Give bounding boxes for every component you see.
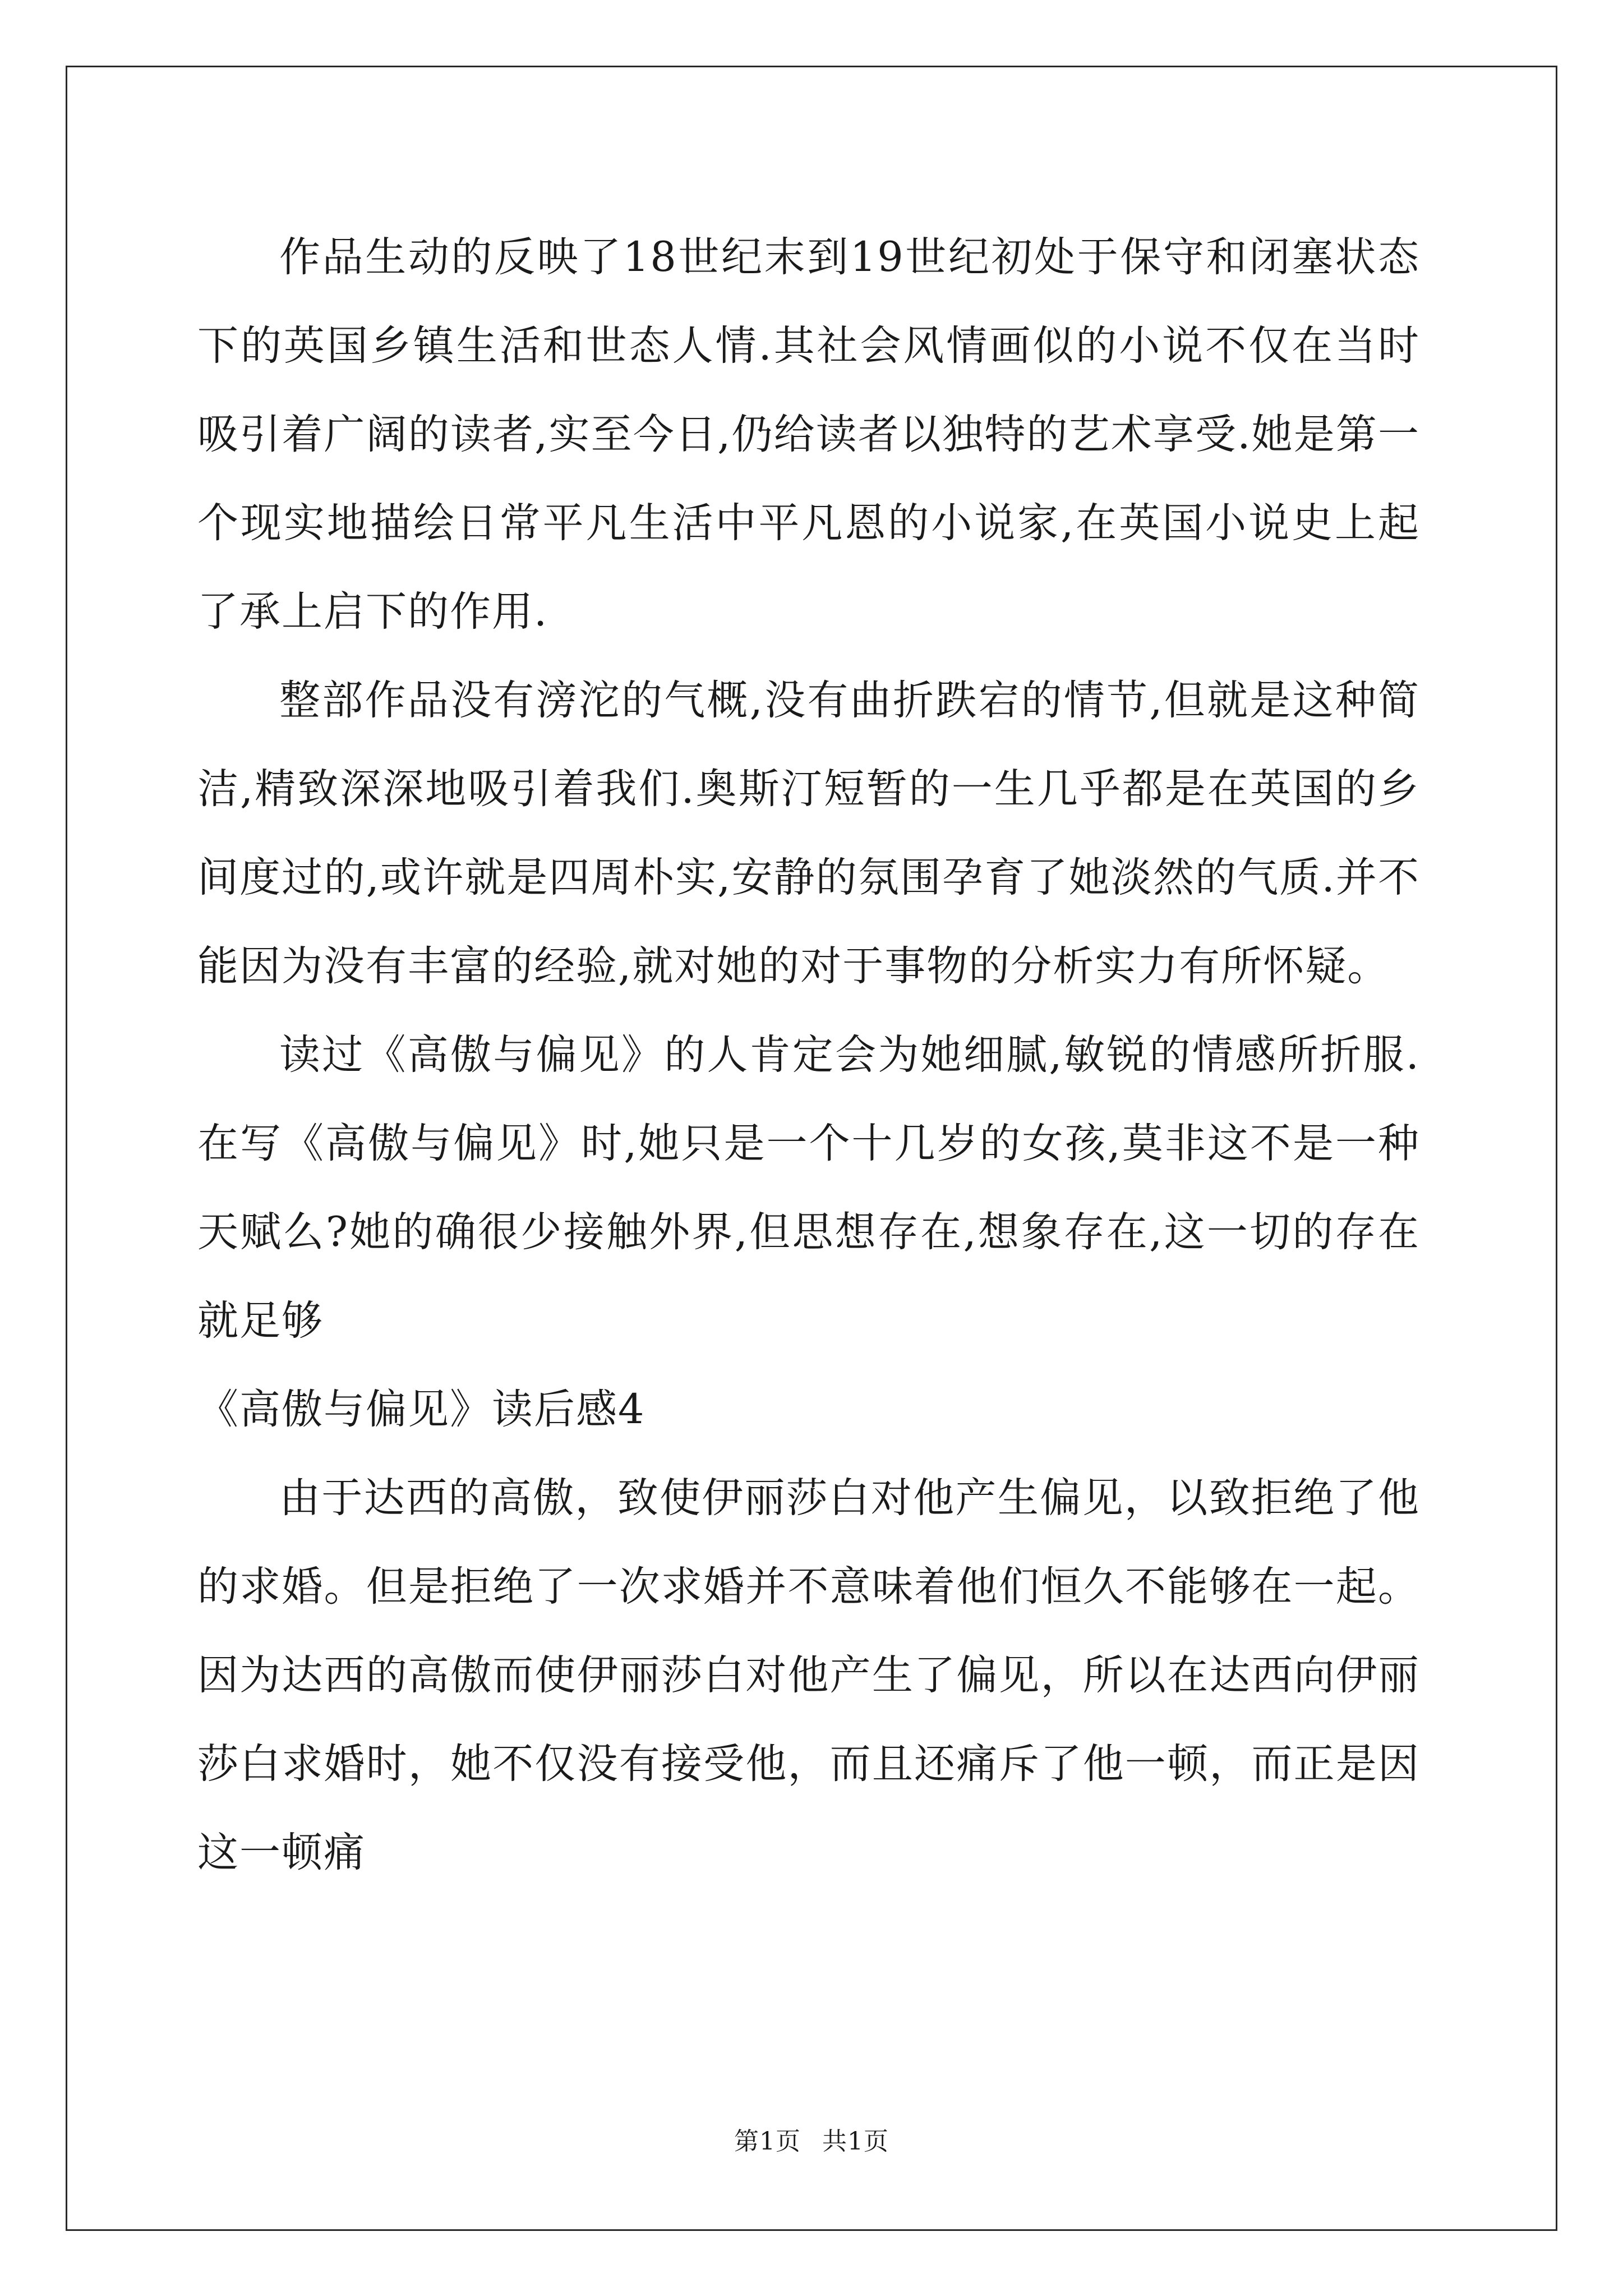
document-body: [197, 213, 1420, 1897]
page-footer: [0, 2125, 1623, 2159]
page-number-total: 共1页: [822, 2127, 889, 2156]
paragraph-1: 作品生动的反映了18世纪末到19世纪初处于保守和闭塞状态下的英国乡镇生活和世态人情.其社会风情画似的小说不仅在当时吸引着广阔的读者,实至今日,仍给读者以独特的艺术享受.她是第一个现实地描绘日常平凡生活中平凡恩的小说家,在英国小说史上起了承上启下的作用.: [197, 233, 1420, 636]
paragraph-4: 由于达西的高傲，致使伊丽莎白对他产生偏见，以致拒绝了他的求婚。但是拒绝了一次求婚并不意味着他们恒久不能够在一起。因为达西的高傲而使伊丽莎白对他产生了偏见，所以在达西向伊丽莎白求婚时，她不仅没有接受他，而且还痛斥了他一顿，而正是因这一顿痛: [197, 1474, 1420, 1876]
page-number-current: 第1页: [734, 2127, 801, 2156]
paragraph-3: 读过《高傲与偏见》的人肯定会为她细腻,敏锐的情感所折服.在写《高傲与偏见》时,她只是一个十几岁的女孩,莫非这不是一种天赋么?她的确很少接触外界,但思想存在,想象存在,这一切的存在就足够: [197, 1031, 1420, 1345]
paragraph-2: 整部作品没有滂沱的气概,没有曲折跌宕的情节,但就是这种简洁,精致深深地吸引着我们.奥斯汀短暂的一生几乎都是在英国的乡间度过的,或许就是四周朴实,安静的氛围孕育了她淡然的气质.并不能因为没有丰富的经验,就对她的对于事物的分析实力有所怀疑。: [197, 677, 1420, 990]
section-heading: 《高傲与偏见》读后感4: [197, 1386, 645, 1433]
